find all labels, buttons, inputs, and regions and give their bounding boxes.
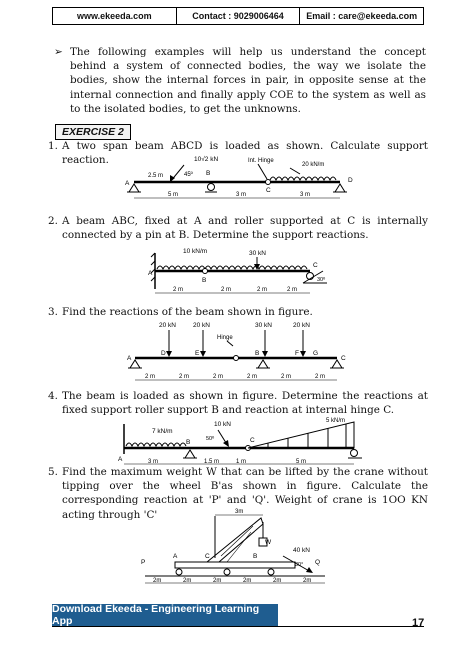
fig3-point-c: C xyxy=(341,355,346,362)
fig5-top-dim: 3m xyxy=(235,509,244,515)
fig4-udl-label: 7 kN/m xyxy=(152,428,173,435)
fig3-dim: 2 m xyxy=(213,374,224,380)
fig3-load-3: 30 kN xyxy=(255,322,272,329)
fig5-dim: 2m xyxy=(153,578,162,584)
question-number: 5. xyxy=(48,466,58,478)
fig4-point-c: C xyxy=(250,437,255,444)
fig3-dim: 2 m xyxy=(179,374,190,380)
figure-1-two-span-beam xyxy=(120,154,360,204)
figure-4-loaded-beam xyxy=(118,416,368,466)
contact-label: Contact : 9029006464 xyxy=(177,8,301,24)
fig2-dim-1: 2 m xyxy=(173,287,184,293)
fig1-angle-label: 45º xyxy=(184,172,193,178)
website-label: www.ekeeda.com xyxy=(53,8,177,24)
fig3-load-1: 20 kN xyxy=(159,322,176,329)
fig5-angle-label: 30° xyxy=(295,562,304,568)
figure-3-compound-beam xyxy=(125,318,350,386)
question-number: 4. xyxy=(48,390,58,402)
intro-paragraph xyxy=(54,45,426,116)
fig1-point-a: A xyxy=(125,180,130,187)
fig1-dim-2: 5 m xyxy=(168,192,179,198)
question-text: Find the reactions of the beam shown in figure. xyxy=(62,306,313,318)
fig1-point-c: C xyxy=(266,187,271,194)
fig2-dim-3: 2 m xyxy=(257,287,268,293)
question-text: A beam ABC, fixed at A and roller supported at C is internally connected by a pin at B. Determine the support reactions. xyxy=(62,215,428,242)
question-number: 3. xyxy=(48,306,58,318)
fig3-point-f: F xyxy=(295,350,299,357)
page-header xyxy=(52,7,424,25)
fig3-point-b: B xyxy=(255,350,260,357)
fig1-point-b: B xyxy=(206,170,211,177)
fig4-intensity-label: 5 kN/m xyxy=(326,418,346,424)
figure-5-crane xyxy=(135,506,335,588)
fig5-dim: 2m xyxy=(183,578,192,584)
fig5-point-b: B xyxy=(253,553,258,560)
question-text: The beam is loaded as shown in figure. Determine the reactions at fixed support roller support B and reaction at internal hinge C. xyxy=(62,390,428,417)
fig1-udl-label: 20 kN/m xyxy=(302,162,325,168)
question-2 xyxy=(48,214,428,242)
fig5-dim: 2m xyxy=(213,578,222,584)
fig4-dim-2: 1.5 m xyxy=(204,459,220,465)
fig2-point-a: A xyxy=(148,270,153,277)
download-app-banner[interactable]: Download Ekeeda - Engineering Learning App xyxy=(52,604,278,626)
fig3-load-4: 20 kN xyxy=(293,322,310,329)
fig2-point-c: C xyxy=(313,262,318,269)
fig2-dim-4: 2 m xyxy=(287,287,298,293)
fig3-hinge-label: Hinge xyxy=(217,335,233,341)
fig4-dim-4: 5 m xyxy=(296,459,307,465)
fig3-dim: 2 m xyxy=(247,374,258,380)
fig2-udl-label: 10 kN/m xyxy=(183,248,208,255)
question-text: Find the maximum weight W that can be lifted by the crane without tipping over the wheel B'as shown in figure. Calculate the corresponding reaction at 'P' and 'Q'. Weight of crane is 1OO KN acting through 'C' xyxy=(62,466,428,521)
fig5-load-label: 40 kN xyxy=(293,547,310,554)
fig3-load-2: 20 kN xyxy=(193,322,210,329)
fig3-dim: 2 m xyxy=(145,374,156,380)
fig3-dim: 2 m xyxy=(281,374,292,380)
fig1-dim-4: 3 m xyxy=(300,192,311,198)
fig3-dim: 2 m xyxy=(315,374,326,380)
email-label: Email : care@ekeeda.com xyxy=(306,11,418,21)
figure-2-fixed-beam xyxy=(145,243,345,301)
fig1-hinge-label: Int. Hinge xyxy=(248,158,274,164)
fig1-load-label: 10√2 kN xyxy=(194,156,219,163)
question-number: 2. xyxy=(48,215,58,227)
fig5-point-p: P xyxy=(141,559,146,566)
fig5-dim: 2m xyxy=(273,578,282,584)
fig3-point-d: D xyxy=(161,350,166,357)
question-number: 1. xyxy=(48,140,58,152)
fig5-dim: 2m xyxy=(303,578,312,584)
fig3-point-a: A xyxy=(127,355,132,362)
fig1-point-d: D xyxy=(348,177,353,184)
question-text: A two span beam ABCD is loaded as shown. Calculate support reaction. xyxy=(62,140,428,167)
fig2-load-label: 30 kN xyxy=(249,250,266,257)
fig2-angle-label: 30º xyxy=(317,277,326,283)
fig1-dim-1: 2.5 m xyxy=(148,173,164,179)
fig5-point-q: Q xyxy=(315,559,321,566)
fig4-point-b: B xyxy=(186,439,191,446)
question-4 xyxy=(48,389,428,417)
intro-text: The following examples will help us understand the concept behind a system of connected bodies, the way we isolate the bodies, show the internal forces in pair, in opposite sense at the internal connection and finally apply COE to the system as well as to the isolated bodies, to get the unknowns. xyxy=(70,46,426,115)
fig4-dim-1: 3 m xyxy=(148,459,159,465)
fig1-dim-3: 3 m xyxy=(236,192,247,198)
fig5-dim: 2m xyxy=(243,578,252,584)
fig5-weight-label: W xyxy=(265,539,272,546)
fig4-load-label: 10 kN xyxy=(214,421,231,428)
fig5-point-a: A xyxy=(173,553,178,560)
fig3-point-g: G xyxy=(313,350,319,357)
fig3-point-e: E xyxy=(195,350,200,357)
fig2-dim-2: 2 m xyxy=(221,287,232,293)
fig5-point-c: C xyxy=(205,553,210,560)
page-number: 17 xyxy=(412,617,425,629)
fig4-point-a: A xyxy=(118,456,123,463)
exercise-heading: EXERCISE 2 xyxy=(55,124,131,140)
footer-divider xyxy=(52,626,424,627)
bullet-arrow-icon: ➢ xyxy=(54,46,63,58)
fig4-dim-3: 1 m xyxy=(236,459,247,465)
fig2-point-b: B xyxy=(202,277,207,284)
fig4-angle-label: 50º xyxy=(206,436,215,442)
